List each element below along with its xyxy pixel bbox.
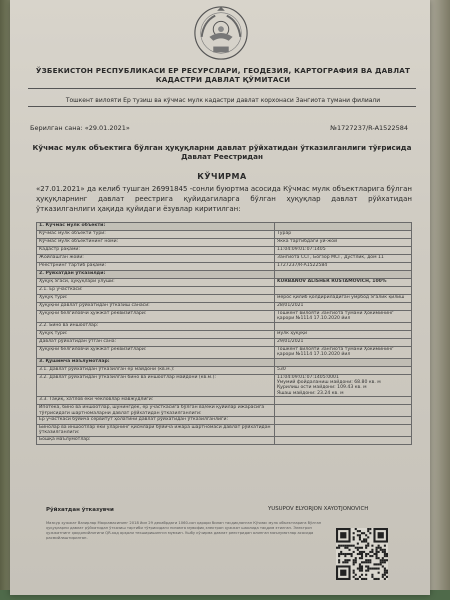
table-row	[37, 295, 412, 303]
row-value: мулк ҳуқуқи	[275, 330, 412, 338]
row-value	[275, 417, 412, 425]
table-row	[37, 425, 412, 437]
row-value: Тошкент вилояти Зангиота тумани Ҳокимининг қарори №1114 17.10.2020 йил	[275, 311, 412, 323]
row-value	[275, 397, 412, 405]
table-row	[37, 436, 412, 444]
table-row	[37, 366, 412, 374]
registrar-name: YUSUPOV ELYORJON XAYOTJONOVICH	[268, 506, 369, 512]
row-label: Ер участкаси бўйича сервитут ҳолатини давлат рўйхатидан ўтказилганлиги:	[37, 417, 275, 425]
table-row	[37, 311, 412, 323]
row-value: 28/01/2021	[275, 303, 412, 311]
table-row	[37, 346, 412, 358]
row-label: Ҳуқуқни белгиловчи ҳужжат реквизитлари:	[37, 346, 275, 358]
row-label: Кадастр рақами:	[37, 247, 275, 255]
agency-name: ЎЗБЕКИСТОН РЕСПУБЛИКАСИ ЕР РЕСУРСЛАРИ, ГЕОДЕЗИЯ, КАРТОГРАФИЯ ВА ДАВЛАТ КАДАСТРИ ДАВЛАТ ҚЎМИТАСИ	[35, 66, 411, 84]
header-divider	[28, 88, 416, 89]
issue-date: Берилган сана: «29.01.2021»	[30, 124, 130, 132]
row-label: Ипотека, бино ва иншоотлар, шунингдек, ер участкасига бўлган ва/ёки қуйилар ижарасига тўғрисидаги шартномаларни давлат рўйхатидан ўтказилганлиги:	[37, 405, 275, 417]
row-value	[275, 425, 412, 437]
row-label: 3.3. Тақиқ, хатлов ёки чекловлар мавжудлиги:	[37, 397, 275, 405]
document-subtitle: КЎЧИРМА	[197, 172, 247, 181]
row-label: 2.2. Бино ва иншоотлар:	[37, 322, 275, 330]
branch-divider	[28, 106, 416, 107]
table-row	[37, 255, 412, 263]
row-label: Реестрнинг тартиб рақами:	[37, 263, 275, 271]
section-row	[37, 271, 412, 279]
row-value: Зангиота ССГ, Богзор МСГ, Дустлик, дом 11	[275, 255, 412, 263]
state-emblem-icon	[192, 4, 250, 62]
table-row	[37, 330, 412, 338]
row-value: 11:04:09:01:07:1405	[275, 247, 412, 255]
row-label: Ҳуқуқ тури:	[37, 295, 275, 303]
row-value: 1727237/R-A1522584	[275, 263, 412, 271]
document-sheet	[10, 0, 430, 595]
row-value: Якка тартибдаги уй-жой	[275, 239, 412, 247]
row-value: 29/01/2021	[275, 338, 412, 346]
row-value	[275, 322, 412, 330]
row-label: Давлат рўйхатидан ўтган сана:	[37, 338, 275, 346]
row-label: Бинолар ва иншоотлар ёки уларнинг қисмлари бўйича ижара шартномаси давлат рўйхатидан ўтказилганлиги:	[37, 425, 275, 437]
legal-footnote: Мазкур ҳужжат Вазирлар Маҳкамасининг 2018 йил 29 декабрдаги 1060-сон қарори билан тасдиқланган Кўчмас мулк объектларига бўлган ҳуқуқларни давлат рўйхатидан ўтказиш тартиби тўғрисидаги низомга мувофиқ электрон ҳужжат шаклида тақдим этилган. Электрон ҳужжатнинг ҳаққонийлигини QR-код орқали текширишингиз мумкин. Ушбу кўчирма давлат реестридан олинган маълумотлар асосида расмийлаштирилган.	[46, 521, 322, 540]
intro-paragraph: «27.01.2021» да келиб тушган 26991845 -сонли буюртма асосида Кўчмас мулк объектларига бўлган ҳуқуқларнинг давлат реестрига қуйидагиларга бўлган ҳуқуқлар давлат рўйхатидан ўтказилганлиги ҳақида қуйидаги ёзувлар киритилган:	[36, 185, 412, 213]
row-value	[275, 271, 412, 279]
row-label: Жойлашган жойи:	[37, 255, 275, 263]
table-row	[37, 405, 412, 417]
row-label: 2.1. Ер участкаси:	[37, 287, 275, 295]
section-row	[37, 223, 412, 231]
table-row	[37, 322, 412, 330]
section-row	[37, 358, 412, 366]
row-value	[275, 405, 412, 417]
table-row	[37, 287, 412, 295]
row-label: Кўчмас мулк объектининг номи:	[37, 239, 275, 247]
registry-table	[36, 222, 412, 445]
row-value: Тошкент вилояти Зангиота тумани Ҳокимининг қарори №1114 17.10.2020 йил	[275, 346, 412, 358]
row-label: Ҳуқуқ эгаси, ҳуқуқлари улуши:	[37, 279, 275, 287]
registrar-label: Рўйхатдан ўтказувчи	[46, 507, 114, 513]
row-label: Бошқа маълумотлар:	[37, 436, 275, 444]
row-value: Турар	[275, 231, 412, 239]
row-value: KURBANOV ALISHER RUSTAMOVICH, 100%	[275, 279, 412, 287]
row-value: мерос қилиб қолдириладиган умрбод эгалик қилиш	[275, 295, 412, 303]
row-label: 2. Рўйхатдан ўтказилди:	[37, 271, 275, 279]
table-row	[37, 338, 412, 346]
row-label: Ҳуқуқни давлат рўйхатидан ўтказиш санаси:	[37, 303, 275, 311]
row-value: 530	[275, 366, 412, 374]
row-value: 11:04:09:01:07:1405:0001 Умумий фойдаланиш майдони: 68.80 кв. м Қурилиш ости майдони: 109.43 кв. м Яшаш майдони: 23.24 кв. м	[275, 374, 412, 397]
table-row	[37, 374, 412, 397]
qr-code-icon[interactable]	[336, 528, 388, 580]
registration-number: №1727237/R-A1522584	[330, 124, 408, 132]
row-value	[275, 436, 412, 444]
row-label: Кўчмас мулк объекти тури:	[37, 231, 275, 239]
row-label: 3. Қўшимча маълумотлар:	[37, 358, 275, 366]
row-label: 3.1. Давлат рўйхатидан ўтказилган ер майдони (кв.м.):	[37, 366, 275, 374]
row-label: Ҳуқуқни белгиловчи ҳужжат реквизитлари:	[37, 311, 275, 323]
row-label: 3.2. Давлат рўйхатидан ўтказилган бино ва иншоотлар майдони (кв.м.):	[37, 374, 275, 397]
table-row	[37, 247, 412, 255]
table-row	[37, 239, 412, 247]
row-value	[275, 223, 412, 231]
row-value	[275, 287, 412, 295]
branch-name: Тошкент вилояти Ер тузиш ва кўчмас мулк кадастри давлат корхонаси Зангиота тумани филиали	[65, 97, 381, 104]
row-label: Ҳуқуқ тури:	[37, 330, 275, 338]
table-row	[37, 303, 412, 311]
table-row	[37, 279, 412, 287]
document-title: Кўчмас мулк объектига бўлган ҳуқуқларни давлат рўйхатидан ўтказилганлиги тўғрисида Давлат Реестридан	[32, 143, 412, 161]
row-label: 1. Кўчмас мулк объекти:	[37, 223, 275, 231]
table-row	[37, 231, 412, 239]
table-row	[37, 417, 412, 425]
table-row	[37, 263, 412, 271]
table-row	[37, 397, 412, 405]
row-value	[275, 358, 412, 366]
